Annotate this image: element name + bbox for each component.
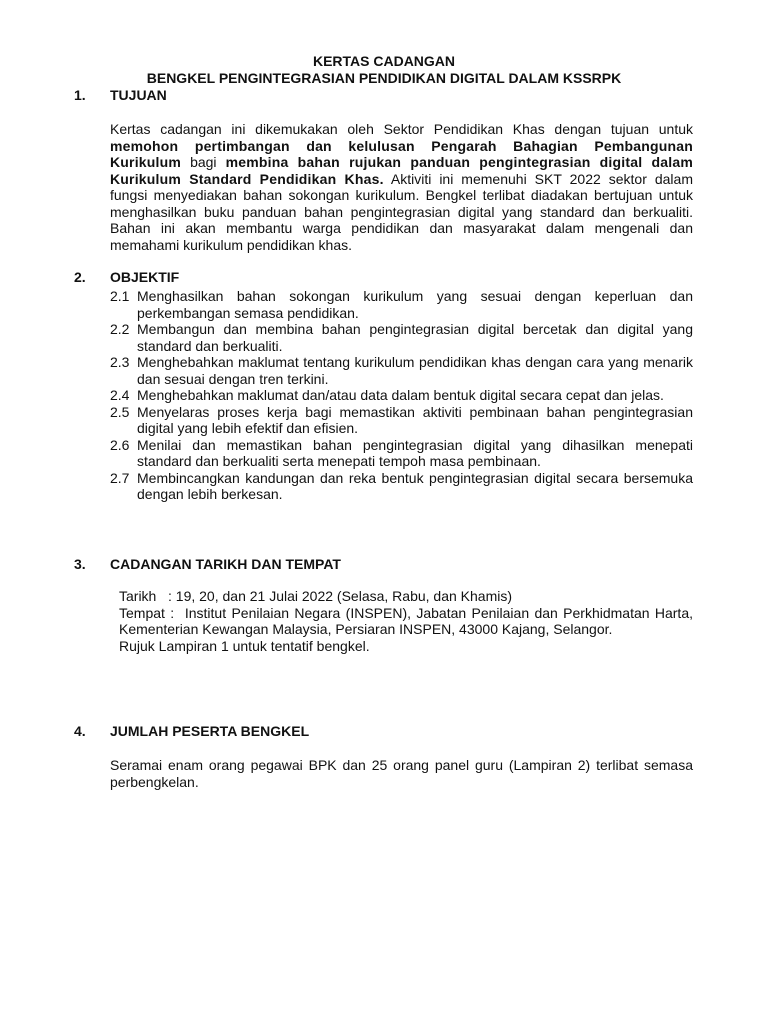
objective-item <box>110 354 693 387</box>
objective-item <box>110 437 693 470</box>
objective-text: Menghasilkan bahan sokongan kurikulum yang sesuai dengan keperluan dan perkembangan semasa pendidikan. <box>137 288 693 321</box>
date-label: Tarikh : <box>119 588 172 604</box>
section-1-heading: TUJUAN <box>110 87 167 103</box>
date-value: 19, 20, dan 21 Julai 2022 (Selasa, Rabu, dan Khamis) <box>175 588 513 604</box>
objective-text: Membangun dan membina bahan pengintegrasian digital bercetak dan digital yang standard dan berkualiti. <box>137 321 693 354</box>
section-4-paragraph: Seramai enam orang pegawai BPK dan 25 orang panel guru (Lampiran 2) terlibat semasa perbengkelan. <box>110 757 693 790</box>
section-4-number: 4. <box>74 723 86 739</box>
objective-text: Membincangkan kandungan dan reka bentuk pengintegrasian digital secara bersemuka dengan lebih berkesan. <box>137 469 693 502</box>
para-text: Kertas cadangan ini dikemukakan oleh Sektor Pendidikan Khas dengan tujuan untuk <box>110 121 693 137</box>
place-value: Institut Penilaian Negara (INSPEN), Jabatan Penilaian dan Perkhidmatan Harta, Kementerian Kewangan Malaysia, Persiaran INSPEN, 43000 Kajang, Selangor. <box>119 604 694 637</box>
objective-item <box>110 470 693 503</box>
objective-text: Menyelaras proses kerja bagi memastikan aktiviti pembinaan bahan pengintegrasian digital yang lebih efektif dan efisien. <box>137 403 693 436</box>
objective-number: 2.7 <box>110 469 130 486</box>
section-1-paragraph <box>110 121 693 253</box>
objective-number: 2.5 <box>110 403 130 420</box>
section-1-number: 1. <box>74 87 86 103</box>
place-label: Tempat : <box>119 604 175 621</box>
objective-item <box>110 321 693 354</box>
place-row <box>119 605 693 638</box>
objective-number: 2.1 <box>110 288 130 304</box>
section-2-number: 2. <box>74 269 86 285</box>
para-text: bagi <box>181 154 226 170</box>
document-subtitle: BENGKEL PENGINTEGRASIAN PENDIDIKAN DIGITAL DALAM KSSRPK <box>146 70 622 86</box>
objective-list <box>110 288 693 503</box>
para-text: Aktiviti ini memenuhi SKT 2022 sektor dalam fungsi menyediakan bahan sokongan kurikulum. Bengkel terlibat diadakan bertujuan untuk menghasilkan buku panduan bahan pengintegrasian digital yang standard dan berkualiti. Bahan ini akan membantu warga pendidikan dan masyarakat dalam mengenali dan memahami kurikulum pendidikan khas. <box>110 170 693 253</box>
date-row <box>119 588 693 605</box>
objective-item <box>110 387 693 404</box>
objective-item <box>110 404 693 437</box>
objective-item <box>110 288 693 321</box>
objective-number: 2.6 <box>110 436 130 453</box>
document-title: KERTAS CADANGAN <box>312 53 456 69</box>
para-bold-request: memohon pertimbangan dan kelulusan Pengarah Bahagian Pembangunan Kurikulum <box>110 137 693 170</box>
date-place-block <box>119 588 693 654</box>
objective-text: Menghebahkan maklumat dan/atau data dalam bentuk digital secara cepat dan jelas. <box>137 387 664 403</box>
section-2-heading: OBJEKTIF <box>110 269 180 285</box>
section-3-number: 3. <box>74 556 86 572</box>
objective-number: 2.3 <box>110 354 130 370</box>
reference-note: Rujuk Lampiran 1 untuk tentatif bengkel. <box>119 637 370 654</box>
section-4-heading: JUMLAH PESERTA BENGKEL <box>110 723 310 739</box>
objective-number: 2.2 <box>110 321 130 337</box>
objective-number: 2.4 <box>110 387 130 403</box>
objective-text: Menghebahkan maklumat tentang kurikulum pendidikan khas dengan cara yang menarik dan sesuai dengan tren terkini. <box>137 354 693 387</box>
section-3-heading: CADANGAN TARIKH DAN TEMPAT <box>110 556 341 572</box>
objective-text: Menilai dan memastikan bahan pengintegrasian digital yang dihasilkan menepati standard dan berkualiti serta menepati tempoh masa pembinaan. <box>137 436 693 469</box>
para-bold-purpose: membina bahan rujukan panduan pengintegrasian digital dalam Kurikulum Standard Pendidikan Khas. <box>110 154 693 187</box>
